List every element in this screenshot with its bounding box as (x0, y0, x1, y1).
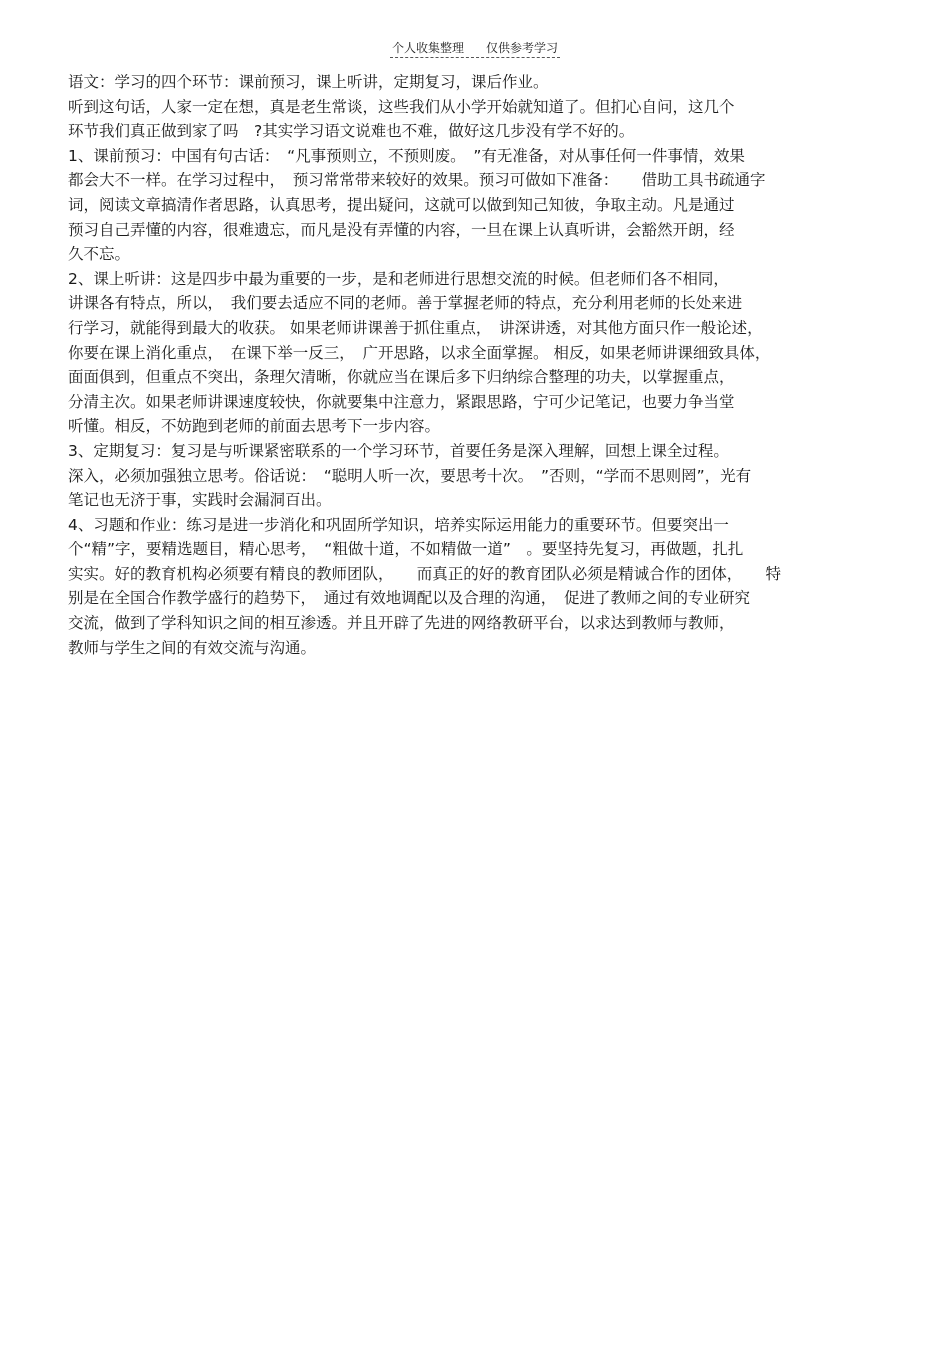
text-line: 听到这句话，人家一定在想，真是老生常谈，这些我们从小学开始就知道了。但扪心自问，这几个 (68, 97, 735, 116)
header-underline (390, 40, 560, 58)
header-left-text: 个人收集整理 (391, 41, 464, 55)
text-line: 语文：学习的四个环节：课前预习，课上听讲，定期复习，课后作业。 (68, 73, 549, 91)
text-line: 听懂。相反，不妨跑到老师的前面去思考下一步内容。 (68, 417, 441, 436)
text-line: 4、习题和作业：练习是进一步消化和巩固所学知识，培养实际运用能力的重要环节。但要突出一 (68, 515, 729, 534)
text-line: 笔记也无济于事，实践时会漏洞百出。 (68, 491, 332, 510)
text-line: 个“精”字，要精选题目，精心思考， “粗做十道，不如精做一道” 。要坚持先复习，再做题，扎扎 (68, 540, 744, 559)
text-line: 实实。好的教育机构必须要有精良的教师团队， 而真正的好的教育团队必须是精诚合作的团体， 特 (68, 564, 782, 583)
text-line: 面面俱到，但重点不突出，条理欠清晰，你就应当在课后多下归纳综合整理的功夫，以掌握重点， (68, 368, 735, 387)
text-line: 讲课各有特点，所以， 我们要去适应不同的老师。善于掌握老师的特点，充分利用老师的长处来进 (68, 294, 743, 313)
header-right-text: 仅供参考学习 (486, 41, 559, 55)
text-line: 词，阅读文章搞清作者思路，认真思考，提出疑问，这就可以做到知己知彼，争取主动。凡是通过 (68, 195, 735, 214)
text-line: 交流，做到了学科知识之间的相互渗透。并且开辟了先进的网络教研平台，以求达到教师与教师， (68, 614, 735, 633)
text-line: 分清主次。如果老师讲课速度较快，你就要集中注意力，紧跟思路，宁可少记笔记，也要力争当堂 (68, 392, 735, 411)
page-header (0, 40, 950, 58)
text-line: 行学习，就能得到最大的收获。 如果老师讲课善于抓住重点， 讲深讲透，对其他方面只作一般论述， (68, 318, 763, 337)
text-line: 别是在全国合作教学盛行的趋势下， 通过有效地调配以及合理的沟通， 促进了教师之间的专业研究 (68, 589, 751, 608)
text-line: 都会大不一样。在学习过程中， 预习常常带来较好的效果。预习可做如下准备： 借助工具书疏通字 (68, 171, 766, 190)
text-line: 2、课上听讲：这是四步中最为重要的一步，是和老师进行思想交流的时候。但老师们各不相同， (68, 269, 729, 288)
text-line: 久不忘。 (68, 245, 131, 264)
document-body (68, 70, 888, 660)
text-line: 1、课前预习：中国有句古话： “凡事预则立，不预则废。 ”有无准备，对从事任何一件事情，效果 (68, 146, 745, 165)
text-line: 预习自己弄懂的内容，很难遗忘，而凡是没有弄懂的内容，一旦在课上认真听讲，会豁然开朗，经 (68, 220, 735, 239)
text-line: 环节我们真正做到家了吗 ?其实学习语文说难也不难，做好这几步没有学不好的。 (68, 122, 635, 141)
text-line: 教师与学生之间的有效交流与沟通。 (68, 638, 317, 657)
text-line: 你要在课上消化重点， 在课下举一反三， 广开思路，以求全面掌握。 相反，如果老师讲课细致具体， (68, 343, 771, 362)
text-line: 深入，必须加强独立思考。俗话说： “聪明人听一次，要思考十次。 ”否则，“学而不思则罔”，光有 (68, 466, 752, 485)
text-line: 3、定期复习：复习是与听课紧密联系的一个学习环节，首要任务是深入理解，回想上课全过程。 (68, 441, 729, 460)
